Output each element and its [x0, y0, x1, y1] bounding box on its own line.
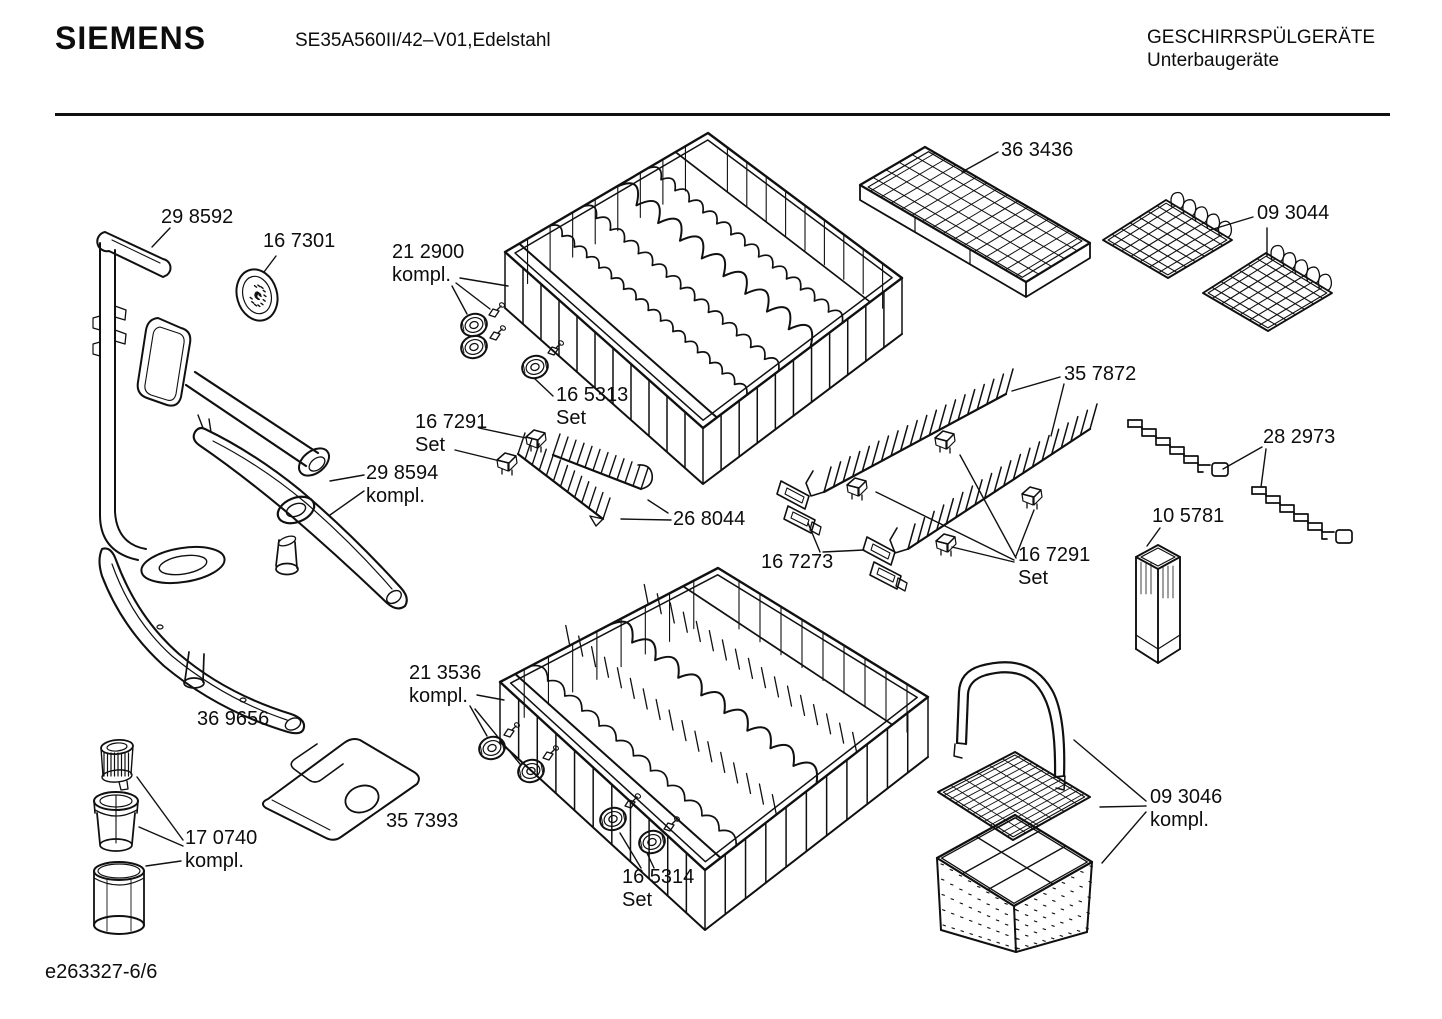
part-label-16-7291-right: 16 7291 Set	[1018, 544, 1091, 589]
upper-spray-arm-drawing	[194, 415, 407, 608]
part-label-17-0740: 17 0740 kompl.	[185, 827, 258, 872]
part-label-16-5313: 16 5313 Set	[556, 384, 629, 429]
bearing-clips-drawing	[497, 430, 1042, 556]
part-label-16-5314: 16 5314 Set	[622, 866, 695, 911]
part-label-29-8592: 29 8592	[161, 206, 234, 228]
subcategory-title: Unterbaugeräte	[1147, 50, 1280, 71]
part-label-09-3044: 09 3044	[1257, 202, 1330, 224]
part-label-16-7301: 16 7301	[263, 230, 336, 252]
document-reference: e263327-6/6	[45, 961, 158, 983]
filter-set-drawing	[94, 739, 144, 934]
model-title: SE35A560II/42–V01,Edelstahl	[295, 30, 551, 51]
part-label-16-7291-left: 16 7291 Set	[415, 411, 488, 456]
part-label-36-3436: 36 3436	[1001, 139, 1074, 161]
part-label-36-9656: 36 9656	[197, 708, 270, 730]
part-label-35-7393: 35 7393	[386, 810, 459, 832]
brand-logo: SIEMENS	[55, 20, 207, 56]
extension-box-drawing	[1136, 545, 1180, 663]
part-label-28-2973: 28 2973	[1263, 426, 1336, 448]
part-label-16-7273: 16 7273	[761, 551, 834, 573]
water-feed-pipe-drawing	[93, 232, 227, 588]
cutlery-tray-drawing	[860, 147, 1090, 297]
part-label-29-8594: 29 8594 kompl.	[366, 462, 439, 507]
lower-spray-arm-drawing	[100, 548, 305, 733]
cutlery-basket-drawing	[937, 662, 1092, 952]
part-label-21-3536: 21 3536 kompl.	[409, 662, 482, 707]
lower-basket-drawing	[500, 568, 928, 930]
category-title: GESCHIRRSPÜLGERÄTE	[1147, 27, 1376, 48]
micro-filter-disc-drawing	[231, 264, 284, 325]
part-label-21-2900: 21 2900 kompl.	[392, 241, 465, 286]
part-label-10-5781: 10 5781	[1152, 505, 1225, 527]
part-label-35-7872: 35 7872	[1064, 363, 1137, 385]
spray-arm-mount-drawing	[138, 318, 334, 481]
upper-basket-drawing	[505, 133, 902, 484]
plate-spike-rows-drawing	[806, 369, 1097, 553]
part-label-26-8044: 26 8044	[673, 508, 746, 530]
part-label-09-3046: 09 3046 kompl.	[1150, 786, 1223, 831]
